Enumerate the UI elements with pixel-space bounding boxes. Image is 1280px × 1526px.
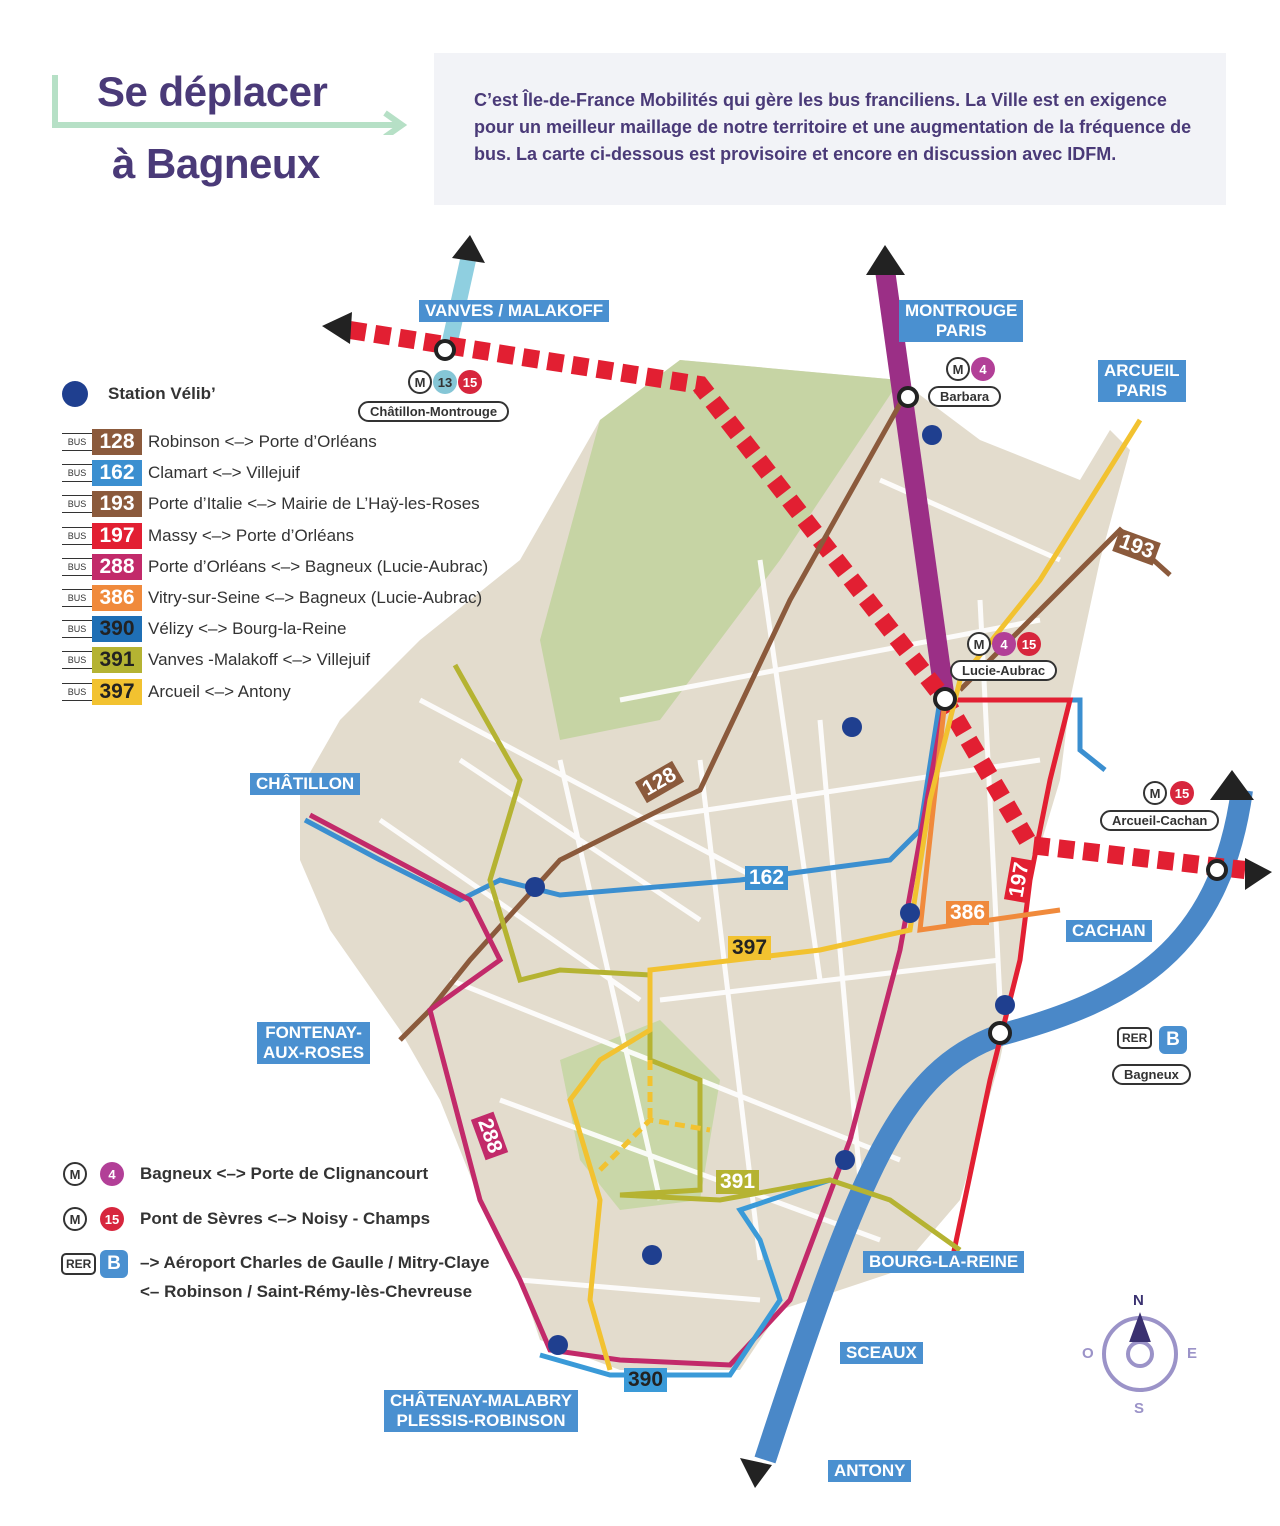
legend-bus-193 [62,491,480,517]
bus-tag: BUS [62,433,92,451]
place-fontenay: FONTENAY- AUX-ROSES [257,1022,370,1064]
line-15-symbol: 15 [458,370,482,394]
bus-label-390: Vélizy <–> Bourg-la-Reine [148,619,347,639]
compass-s: S [1134,1400,1145,1417]
tag-193: 193 [1112,528,1161,565]
rer-symbol: RER [1117,1027,1152,1049]
tag-386: 386 [946,901,989,925]
tag-397: 397 [728,936,771,960]
place-montrouge: MONTROUGE PARIS [899,300,1023,342]
bus-label-386: Vitry-sur-Seine <–> Bagneux (Lucie-Aubrac) [148,588,483,607]
line-4-symbol: 4 [992,632,1016,656]
tag-197: 197 [1004,857,1035,904]
bus-tag: BUS [62,558,92,576]
rer-b-symbol: B [100,1250,128,1278]
station-bagneux-rer: Bagneux [1112,1064,1191,1085]
bus-label-162: Clamart <–> Villejuif [148,463,300,483]
legend-bus-391 [62,647,370,673]
legend-bus-288 [62,554,488,580]
station-arcueil-cachan: Arcueil-Cachan [1100,810,1219,831]
bus-label-391: Vanves -Malakoff <–> Villejuif [148,650,371,670]
place-sceaux: SCEAUX [840,1342,923,1364]
line-15-symbol: 15 [100,1207,124,1231]
place-bourg-la-reine: BOURG-LA-REINE [863,1251,1024,1273]
place-arcueil: ARCUEIL PARIS [1098,360,1186,402]
bus-tag: BUS [62,589,92,607]
bus-number-397: 397 [92,679,142,705]
bus-number-128: 128 [92,429,142,455]
tag-128: 128 [635,761,684,803]
bus-tag: BUS [62,620,92,638]
bus-number-197: 197 [92,523,142,549]
legend-bus-397 [62,679,291,705]
line-15-symbol: 15 [1017,632,1041,656]
bus-number-193: 193 [92,491,142,517]
station-lucie-aubrac: Lucie-Aubrac [950,660,1057,681]
legend-metro-4: Bagneux <–> Porte de Clignancourt [140,1164,429,1183]
legend-velib-label: Station Vélib’ [108,384,216,403]
bus-number-390: 390 [92,616,142,642]
rer-b-arrow-south [740,1458,772,1488]
line-13-symbol: 13 [433,370,457,394]
place-chatillon: CHÂTILLON [250,773,360,795]
metro-symbol: M [1143,781,1167,805]
place-chatenay: CHÂTENAY-MALABRY PLESSIS-ROBINSON [384,1390,578,1432]
place-antony: ANTONY [828,1460,911,1482]
bus-tag: BUS [62,683,92,701]
legend-rer-north: –> Aéroport Charles de Gaulle / Mitry-Claye [140,1253,490,1272]
metro-symbol: M [967,632,991,656]
page-title-line1: Se déplacer [97,68,328,115]
line-4-symbol: 4 [971,357,995,381]
legend-bus-390 [62,616,346,642]
line-15-symbol: 15 [1170,781,1194,805]
metro-symbol: M [408,370,432,394]
metro-4-arrow [866,245,905,275]
tag-390: 390 [624,1368,667,1392]
bus-number-162: 162 [92,460,142,486]
legend-rer-south: <– Robinson / Saint-Rémy-lès-Chevreuse [140,1282,473,1301]
legend-metro-15: Pont de Sèvres <–> Noisy - Champs [140,1209,431,1228]
metro-symbol: M [946,357,970,381]
velib-icon [62,381,88,407]
line-4-symbol: 4 [100,1162,124,1186]
rer-b-symbol: B [1159,1026,1187,1054]
tag-391: 391 [716,1170,759,1194]
legend-bus-128 [62,429,377,455]
bus-label-193: Porte d’Italie <–> Mairie de L’Haÿ-les-Roses [148,494,480,514]
bus-number-391: 391 [92,647,142,673]
bus-number-386: 386 [92,585,142,611]
bus-label-197: Massy <–> Porte d’Orléans [148,525,354,545]
bus-label-128: Robinson <–> Porte d’Orléans [148,432,377,451]
legend-bus-386 [62,585,482,611]
metro-15-arrow-east [1245,858,1272,890]
intro-text: C’est Île-de-France Mobilités qui gère les bus franciliens. La Ville est en exigence pour un meilleur maillage de notre territoire et une augmentation de la fréquence de bus. La carte ci-dessous est provisoire et encore en discussion avec IDFM. [434,53,1226,205]
station-barbara: Barbara [928,386,1001,407]
place-cachan: CACHAN [1066,920,1152,942]
bus-tag: BUS [62,651,92,669]
metro-13-arrow [452,235,485,263]
metro-symbol: M [63,1207,87,1231]
compass-n: N [1133,1292,1144,1309]
compass [1104,1318,1176,1390]
rer-b-arrow-north [1210,770,1254,800]
place-vanves: VANVES / MALAKOFF [419,300,609,322]
legend-bus-162 [62,460,300,486]
station-chatillon-montrouge: Châtillon-Montrouge [358,401,509,422]
bus-tag: BUS [62,464,92,482]
metro-symbol: M [63,1162,87,1186]
bus-tag: BUS [62,527,92,545]
compass-e: E [1187,1345,1198,1362]
bus-number-288: 288 [92,554,142,580]
rer-symbol: RER [61,1253,96,1275]
page-title-line2: à Bagneux [112,140,320,187]
bus-label-397: Arcueil <–> Antony [148,681,291,701]
compass-o: O [1082,1345,1094,1362]
bus-tag: BUS [62,495,92,513]
tag-288: 288 [471,1112,508,1161]
tag-162: 162 [745,866,788,890]
bus-label-288: Porte d’Orléans <–> Bagneux (Lucie-Aubrac) [148,556,489,576]
legend-bus-197 [62,523,354,549]
metro-15-arrow-west [322,312,352,344]
